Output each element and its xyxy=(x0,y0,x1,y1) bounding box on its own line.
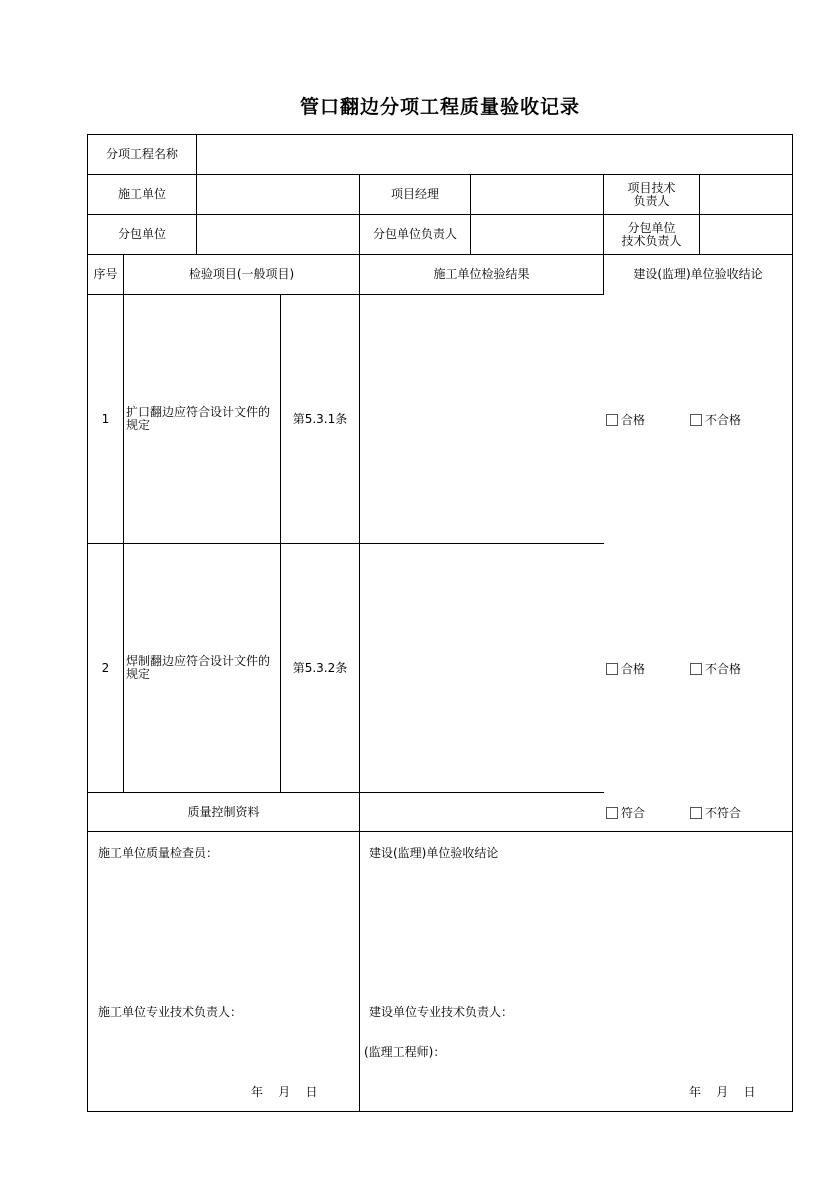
sub-lead-label: 分包单位负责人 xyxy=(372,227,457,241)
grid-line xyxy=(87,1111,793,1112)
manager-label: 项目经理 xyxy=(390,187,439,201)
checkbox-icon[interactable] xyxy=(690,414,702,426)
row-1-fail-label: 不合格 xyxy=(705,413,742,427)
qc-result[interactable] xyxy=(360,793,603,831)
grid-line xyxy=(87,831,793,832)
row-1-pass-label: 合格 xyxy=(621,413,646,427)
col-header-conclusion: 建设(监理)单位验收结论 xyxy=(633,267,763,281)
row-1-result[interactable] xyxy=(360,295,603,543)
tech-lead-label xyxy=(604,175,699,214)
tech-lead-label-line2: 负责人 xyxy=(633,193,670,208)
row-2-no: 2 xyxy=(101,660,110,675)
tech-lead-value[interactable] xyxy=(700,175,792,214)
manager-value[interactable] xyxy=(471,175,603,214)
project-name-label: 分项工程名称 xyxy=(105,147,178,161)
sub-tech-value[interactable] xyxy=(700,215,792,254)
qc-label: 质量控制资料 xyxy=(187,804,260,819)
owner-tech-lead-label: 建设单位专业技术负责人： xyxy=(369,1004,514,1019)
row-2-fail-option[interactable] xyxy=(690,660,741,677)
tech-lead-label-line1: 项目技术 xyxy=(627,180,676,195)
sub-lead-value[interactable] xyxy=(471,215,603,254)
inspector-label: 施工单位质量检查员： xyxy=(98,845,219,860)
page-title: 管口翻边分项工程质量验收记录 xyxy=(299,96,580,118)
row-1-clause: 第5.3.1条 xyxy=(292,411,348,426)
grid-line xyxy=(123,254,124,792)
date-right: 年 月 日 xyxy=(689,1084,756,1099)
qc-fail-option[interactable] xyxy=(690,804,741,821)
qc-pass-option[interactable] xyxy=(606,804,645,821)
checkbox-icon[interactable] xyxy=(606,663,618,675)
qc-fail-label: 不符合 xyxy=(705,806,742,820)
checkbox-icon[interactable] xyxy=(690,807,702,819)
supervisor-label: (监理工程师)： xyxy=(364,1044,446,1059)
row-1-fail-option[interactable] xyxy=(690,411,741,428)
sub-tech-label-line2: 技术负责人 xyxy=(621,233,682,248)
contractor-value[interactable] xyxy=(197,175,359,214)
subcontractor-value[interactable] xyxy=(197,215,359,254)
col-header-no: 序号 xyxy=(93,267,118,281)
row-1-item: 扩口翻边应符合设计文件的规定 xyxy=(126,405,271,432)
row-1-no: 1 xyxy=(101,411,110,426)
contractor-label: 施工单位 xyxy=(117,187,166,201)
row-2-result[interactable] xyxy=(360,544,603,792)
row-2-item: 焊制翻边应符合设计文件的规定 xyxy=(126,654,271,681)
row-1-pass-option[interactable] xyxy=(606,411,645,428)
grid-line xyxy=(792,134,793,1112)
checkbox-icon[interactable] xyxy=(690,663,702,675)
row-2-clause: 第5.3.2条 xyxy=(292,660,348,675)
project-name-value[interactable] xyxy=(197,135,792,174)
checkbox-icon[interactable] xyxy=(606,414,618,426)
contractor-tech-lead-label: 施工单位专业技术负责人： xyxy=(98,1004,243,1019)
qc-pass-label: 符合 xyxy=(621,806,646,820)
date-left: 年 月 日 xyxy=(251,1084,318,1099)
col-header-item: 检验项目(一般项目) xyxy=(188,267,295,281)
subcontractor-label: 分包单位 xyxy=(117,227,166,241)
row-2-pass-option[interactable] xyxy=(606,660,645,677)
row-2-fail-label: 不合格 xyxy=(705,662,742,676)
sub-tech-label xyxy=(604,215,699,254)
row-2-pass-label: 合格 xyxy=(621,662,646,676)
checkbox-icon[interactable] xyxy=(606,807,618,819)
sub-tech-label-line1: 分包单位 xyxy=(627,220,676,235)
col-header-result: 施工单位检验结果 xyxy=(433,267,530,281)
conclusion-label: 建设(监理)单位验收结论 xyxy=(369,845,499,860)
